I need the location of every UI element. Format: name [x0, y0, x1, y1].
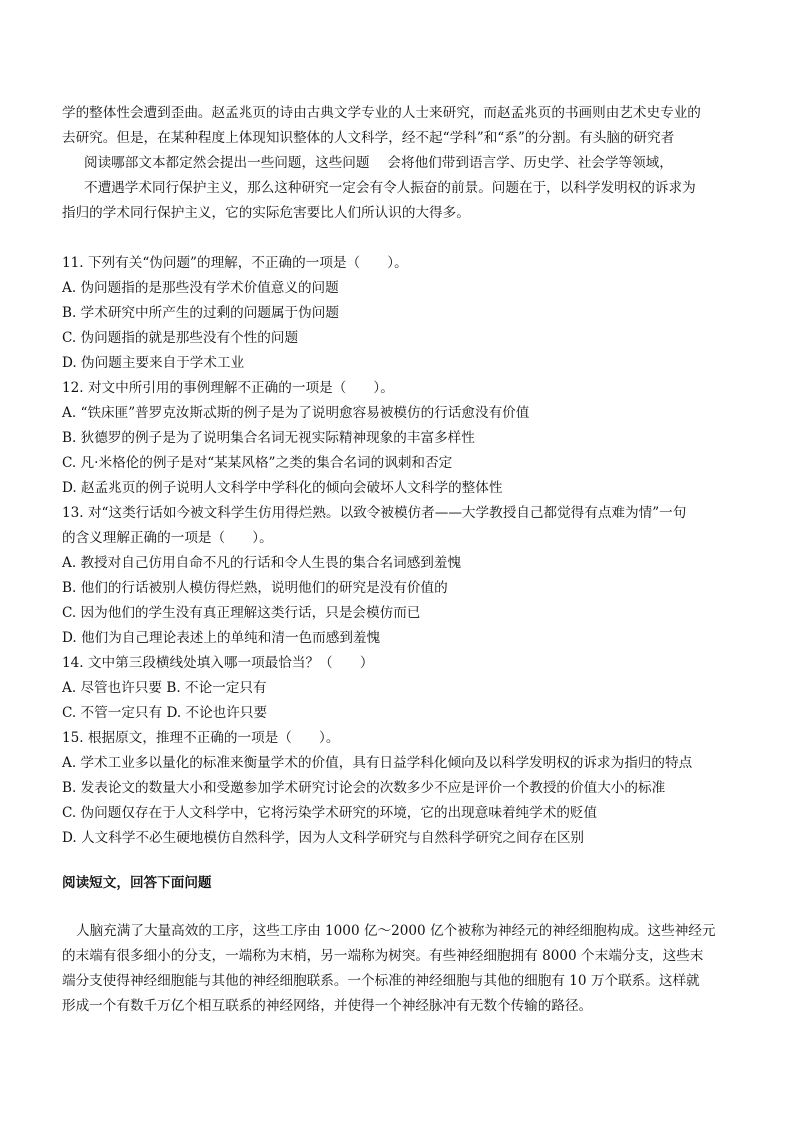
passage-bottom-line-2: 的末端有很多细小的分支，一端称为末梢，另一端称为树突。有些神经细胞拥有 8000 个末端分支，这些末: [62, 948, 704, 964]
question-13-option-b: B. 他们的行话被别人模仿得烂熟，说明他们的研究是没有价值的: [62, 580, 448, 596]
question-14-options-ab: A. 尽管也许只要 B. 不论一定只有: [62, 680, 267, 696]
passage-top-line-1: 学的整体性会遭到歪曲。赵孟兆页的诗由古典文学专业的人士来研究，而赵孟兆页的书画则由艺术史专业的: [62, 105, 701, 121]
question-13-option-a: A. 教授对自己仿用自命不凡的行话和令人生畏的集合名词感到羞愧: [62, 555, 462, 571]
passage-bottom-line-1: 人脑充满了大量高效的工序，这些工序由 1000 亿～2000 亿个被称为神经元的神经细胞构成。这些神经元: [76, 923, 716, 939]
question-15-option-b: B. 发表论文的数量大小和受邀参加学术研究讨论会的次数多少不应是评价一个教授的价值大小的标准: [62, 780, 666, 796]
question-14-options-cd: C. 不管一定只有 D. 不论也许只要: [62, 705, 268, 721]
question-15-option-c: C. 伪问题仅存在于人文科学中，它将污染学术研究的环境，它的出现意味着纯学术的贬值: [62, 805, 598, 821]
passage-top-line-5: 指归的学术同行保护主义，它的实际危害要比人们所认识的大得多。: [62, 205, 470, 221]
passage-bottom-line-3: 端分支使得神经细胞能与其他的神经细胞联系。一个标准的神经细胞与其他的细胞有 10 万个联系。这样就: [62, 973, 700, 989]
question-13-option-d: D. 他们为自己理论表述上的单纯和清一色而感到羞愧: [62, 630, 381, 646]
question-15: 15. 根据原文，推理不正确的一项是（ ）。: [62, 730, 340, 746]
question-12-option-c: C. 凡·米格伦的例子是对“某某风格”之类的集合名词的讽刺和否定: [62, 455, 453, 471]
question-11-option-b: B. 学术研究中所产生的过剩的问题属于伪问题: [62, 305, 339, 321]
section-heading: 阅读短文，回答下面问题: [62, 875, 212, 891]
question-12-option-b: B. 狄德罗的例子是为了说明集合名词无视实际精神现象的丰富多样性: [62, 430, 475, 446]
question-11-option-a: A. 伪问题指的是那些没有学术价值意义的问题: [62, 280, 339, 296]
question-12-option-d: D. 赵孟兆页的例子说明人文科学中学科化的倾向会破坏人文科学的整体性: [62, 480, 503, 496]
passage-bottom-line-4: 形成一个有数千万亿个相互联系的神经网络，并使得一个神经脉冲有无数个传输的路径。: [62, 998, 593, 1014]
question-11-option-c: C. 伪问题指的就是那些没有个性的问题: [62, 330, 299, 346]
passage-top-line-4: 不遭遇学术同行保护主义，那么这种研究一定会有令人振奋的前景。问题在于，以科学发明权的诉求为: [84, 180, 696, 196]
question-13: 13. 对“这类行话如今被文科学生仿用得烂熟。以致令被模仿者——大学教授自己都觉得有点难为情”一句: [62, 505, 687, 521]
question-11: 11. 下列有关“伪问题”的理解，不正确的一项是（ ）。: [62, 255, 408, 271]
question-12-option-a: A. “铁床匪”普罗克汝斯忒斯的例子是为了说明愈容易被模仿的行话愈没有价值: [62, 405, 530, 421]
passage-top-line-2: 去研究。但是，在某种程度上体现知识整体的人文科学，经不起“学科”和“系”的分割。有头脑的研究者: [62, 130, 675, 146]
question-13-option-c: C. 因为他们的学生没有真正理解这类行话，只是会模仿而已: [62, 605, 421, 621]
question-12: 12. 对文中所引用的事例理解不正确的一项是（ ）。: [62, 380, 394, 396]
passage-top-line-3: 阅读哪部文本都定然会提出一些问题，这些问题 会将他们带到语言学、历史学、社会学等领域，: [84, 155, 673, 171]
question-13-continued: 的含义理解正确的一项是（ ）。: [62, 530, 273, 546]
question-15-option-d: D. 人文科学不必生硬地模仿自然科学，因为人文科学研究与自然科学研究之间存在区别: [62, 830, 585, 846]
question-15-option-a: A. 学术工业多以量化的标准来衡量学术的价值，具有日益学科化倾向及以科学发明权的诉求为指归的特点: [62, 755, 693, 771]
question-11-option-d: D. 伪问题主要来自于学术工业: [62, 355, 245, 371]
question-14: 14. 文中第三段横线处填入哪一项最恰当？（ ）: [62, 655, 374, 671]
